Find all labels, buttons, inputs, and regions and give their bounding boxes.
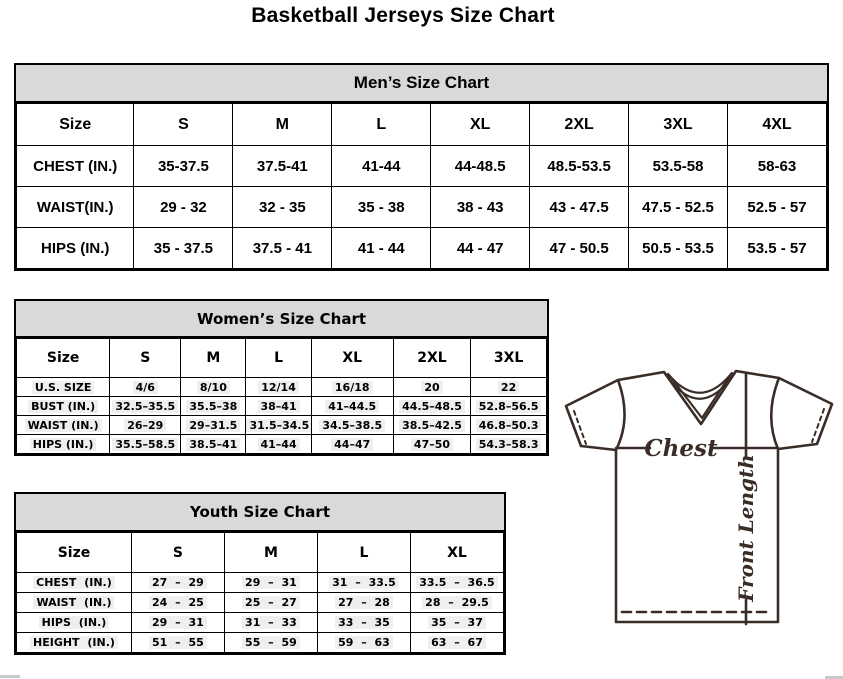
size-value: 16/18	[332, 381, 373, 394]
womens-size-chart	[14, 299, 549, 456]
row-label-cell: WAIST(IN.)	[17, 187, 134, 228]
table-row	[17, 593, 504, 613]
horizontal-scrollbar-thumb-left[interactable]	[0, 675, 20, 678]
size-value: 38.5–41	[186, 438, 240, 451]
row-label: BUST (IN.)	[28, 400, 98, 413]
column-header-cell: L	[332, 104, 431, 146]
row-label: WAIST (IN.)	[33, 596, 114, 609]
size-value-cell	[311, 416, 393, 435]
size-value-cell: 38 - 43	[431, 187, 530, 228]
size-value: 8/10	[197, 381, 230, 394]
size-value-cell	[471, 435, 547, 454]
size-value-cell	[410, 573, 503, 593]
size-value: 46.8–50.3	[476, 419, 542, 432]
size-value-cell	[317, 633, 410, 653]
size-value-cell: 35 - 38	[332, 187, 431, 228]
size-value: 26–29	[124, 419, 166, 432]
size-value: 27 – 29	[149, 576, 207, 589]
size-value-cell	[110, 397, 181, 416]
size-value-cell	[110, 378, 181, 397]
table-row	[17, 397, 547, 416]
table-row	[17, 633, 504, 653]
column-header-cell: 2XL	[393, 339, 470, 378]
row-label: HIPS (IN.)	[30, 438, 97, 451]
header-row	[17, 339, 547, 378]
size-value-cell: 32 - 35	[233, 187, 332, 228]
size-value: 38.5–42.5	[399, 419, 465, 432]
size-value: 33.5 – 36.5	[416, 576, 497, 589]
row-label-cell	[17, 378, 110, 397]
size-value-cell	[311, 378, 393, 397]
size-value-cell	[471, 416, 547, 435]
row-label-cell	[17, 416, 110, 435]
table-row	[17, 435, 547, 454]
size-value: 63 – 67	[428, 636, 486, 649]
size-value-cell	[246, 435, 311, 454]
size-value-cell	[393, 435, 470, 454]
column-header-cell: 4XL	[727, 104, 826, 146]
womens-table	[16, 338, 547, 454]
size-value-cell	[110, 416, 181, 435]
size-value: 31 – 33	[242, 616, 300, 629]
column-header-cell: M	[233, 104, 332, 146]
size-value-cell	[471, 378, 547, 397]
size-value: 25 – 27	[242, 596, 300, 609]
row-label-cell	[17, 573, 132, 593]
size-value-cell: 29 - 32	[134, 187, 233, 228]
page-title: Basketball Jerseys Size Chart	[251, 4, 555, 27]
table-row	[17, 573, 504, 593]
size-value-cell: 41 - 44	[332, 228, 431, 269]
column-header-cell: S	[134, 104, 233, 146]
size-value-cell	[224, 633, 317, 653]
size-value-cell	[131, 613, 224, 633]
size-value: 32.5–35.5	[112, 400, 178, 413]
size-value-cell	[393, 397, 470, 416]
size-value-cell	[393, 416, 470, 435]
size-value-cell: 44 - 47	[431, 228, 530, 269]
table-row	[17, 228, 827, 269]
size-value-cell	[131, 573, 224, 593]
column-header-cell: S	[131, 533, 224, 573]
column-header-cell: M	[181, 339, 246, 378]
size-value: 35.5–38	[186, 400, 240, 413]
row-label-cell: HIPS (IN.)	[17, 228, 134, 269]
table-row	[17, 613, 504, 633]
size-value: 22	[498, 381, 519, 394]
youth-size-chart	[14, 492, 506, 655]
size-value: 55 – 59	[242, 636, 300, 649]
size-value-cell: 35 - 37.5	[134, 228, 233, 269]
left-sleeve	[566, 380, 618, 450]
size-value-cell	[224, 613, 317, 633]
size-value: 34.5–38.5	[319, 419, 385, 432]
size-value: 41–44.5	[325, 400, 379, 413]
row-label: HIPS (IN.)	[39, 616, 110, 629]
column-header-cell: XL	[431, 104, 530, 146]
size-value: 47–50	[411, 438, 453, 451]
size-value-cell: 35-37.5	[134, 146, 233, 187]
row-label-cell	[17, 633, 132, 653]
size-value-cell	[410, 593, 503, 613]
size-value-cell	[181, 416, 246, 435]
womens-chart-title: Women’s Size Chart	[16, 301, 547, 338]
size-value: 41–44	[258, 438, 300, 451]
column-header-cell: XL	[410, 533, 503, 573]
size-value-cell	[131, 633, 224, 653]
size-value-cell	[246, 397, 311, 416]
size-value: 54.3–58.3	[476, 438, 542, 451]
size-value-cell	[410, 613, 503, 633]
table-row	[17, 187, 827, 228]
size-value: 27 – 28	[335, 596, 393, 609]
table-row	[17, 378, 547, 397]
column-header-cell: Size	[17, 533, 132, 573]
size-value-cell	[110, 435, 181, 454]
size-value-cell: 47 - 50.5	[530, 228, 629, 269]
row-label: HEIGHT (IN.)	[30, 636, 118, 649]
size-value: 44.5–48.5	[399, 400, 465, 413]
size-value-cell	[317, 573, 410, 593]
size-value: 29–31.5	[186, 419, 240, 432]
size-value-cell	[224, 573, 317, 593]
size-value-cell	[317, 613, 410, 633]
row-label-cell	[17, 435, 110, 454]
youth-table	[16, 532, 504, 653]
size-value-cell	[181, 397, 246, 416]
size-value-cell: 48.5-53.5	[530, 146, 629, 187]
mens-size-chart	[14, 63, 829, 271]
row-label: CHEST (IN.)	[33, 576, 115, 589]
size-value-cell	[246, 416, 311, 435]
size-value: 33 – 35	[335, 616, 393, 629]
size-value: 31 – 33.5	[329, 576, 399, 589]
size-value-cell: 43 - 47.5	[530, 187, 629, 228]
size-value: 24 – 25	[149, 596, 207, 609]
size-value: 35 – 37	[428, 616, 486, 629]
size-value-cell	[246, 378, 311, 397]
column-header-cell: M	[224, 533, 317, 573]
size-value-cell: 37.5 - 41	[233, 228, 332, 269]
mens-chart-title: Men’s Size Chart	[16, 65, 827, 103]
column-header-cell: 2XL	[530, 104, 629, 146]
size-value-cell: 37.5-41	[233, 146, 332, 187]
size-value: 51 – 55	[149, 636, 207, 649]
row-label: U.S. SIZE	[32, 381, 95, 394]
size-value-cell: 47.5 - 52.5	[629, 187, 728, 228]
size-value-cell: 53.5 - 57	[727, 228, 826, 269]
size-value-cell: 58-63	[727, 146, 826, 187]
front-length-label: Front Length	[734, 454, 758, 602]
size-value-cell: 53.5-58	[629, 146, 728, 187]
size-value: 59 – 63	[335, 636, 393, 649]
jersey-measurement-diagram	[556, 358, 840, 650]
size-value-cell: 52.5 - 57	[727, 187, 826, 228]
row-label: WAIST (IN.)	[25, 419, 102, 432]
table-row	[17, 146, 827, 187]
column-header-cell: Size	[17, 104, 134, 146]
size-value-cell	[393, 378, 470, 397]
row-label-cell	[17, 397, 110, 416]
column-header-cell: L	[317, 533, 410, 573]
mens-table	[16, 103, 827, 269]
column-header-cell: L	[246, 339, 311, 378]
size-value-cell	[317, 593, 410, 613]
row-label-cell	[17, 613, 132, 633]
size-value-cell	[181, 435, 246, 454]
size-value-cell: 41-44	[332, 146, 431, 187]
size-value: 4/6	[133, 381, 158, 394]
header-row	[17, 533, 504, 573]
size-value-cell	[311, 397, 393, 416]
size-value: 12/14	[258, 381, 299, 394]
table-row	[17, 416, 547, 435]
size-value-cell	[131, 593, 224, 613]
column-header-cell: 3XL	[471, 339, 547, 378]
column-header-cell: S	[110, 339, 181, 378]
size-value: 44–47	[331, 438, 373, 451]
column-header-cell: 3XL	[629, 104, 728, 146]
size-value: 29 – 31	[149, 616, 207, 629]
header-row	[17, 104, 827, 146]
size-value-cell	[311, 435, 393, 454]
youth-chart-title: Youth Size Chart	[16, 494, 504, 532]
size-value: 35.5–58.5	[112, 438, 178, 451]
chest-label: Chest	[644, 435, 718, 462]
size-value: 29 – 31	[242, 576, 300, 589]
size-value-cell	[224, 593, 317, 613]
row-label-cell: CHEST (IN.)	[17, 146, 134, 187]
size-value-cell	[471, 397, 547, 416]
size-value: 28 – 29.5	[422, 596, 492, 609]
size-value: 31.5–34.5	[246, 419, 311, 432]
column-header-cell: Size	[17, 339, 110, 378]
size-value-cell	[410, 633, 503, 653]
size-value: 20	[421, 381, 442, 394]
right-sleeve	[778, 378, 832, 449]
size-value-cell: 50.5 - 53.5	[629, 228, 728, 269]
column-header-cell: XL	[311, 339, 393, 378]
size-value-cell	[181, 378, 246, 397]
size-value-cell: 44-48.5	[431, 146, 530, 187]
size-value: 52.8–56.5	[476, 400, 542, 413]
size-value: 38–41	[258, 400, 300, 413]
row-label-cell	[17, 593, 132, 613]
